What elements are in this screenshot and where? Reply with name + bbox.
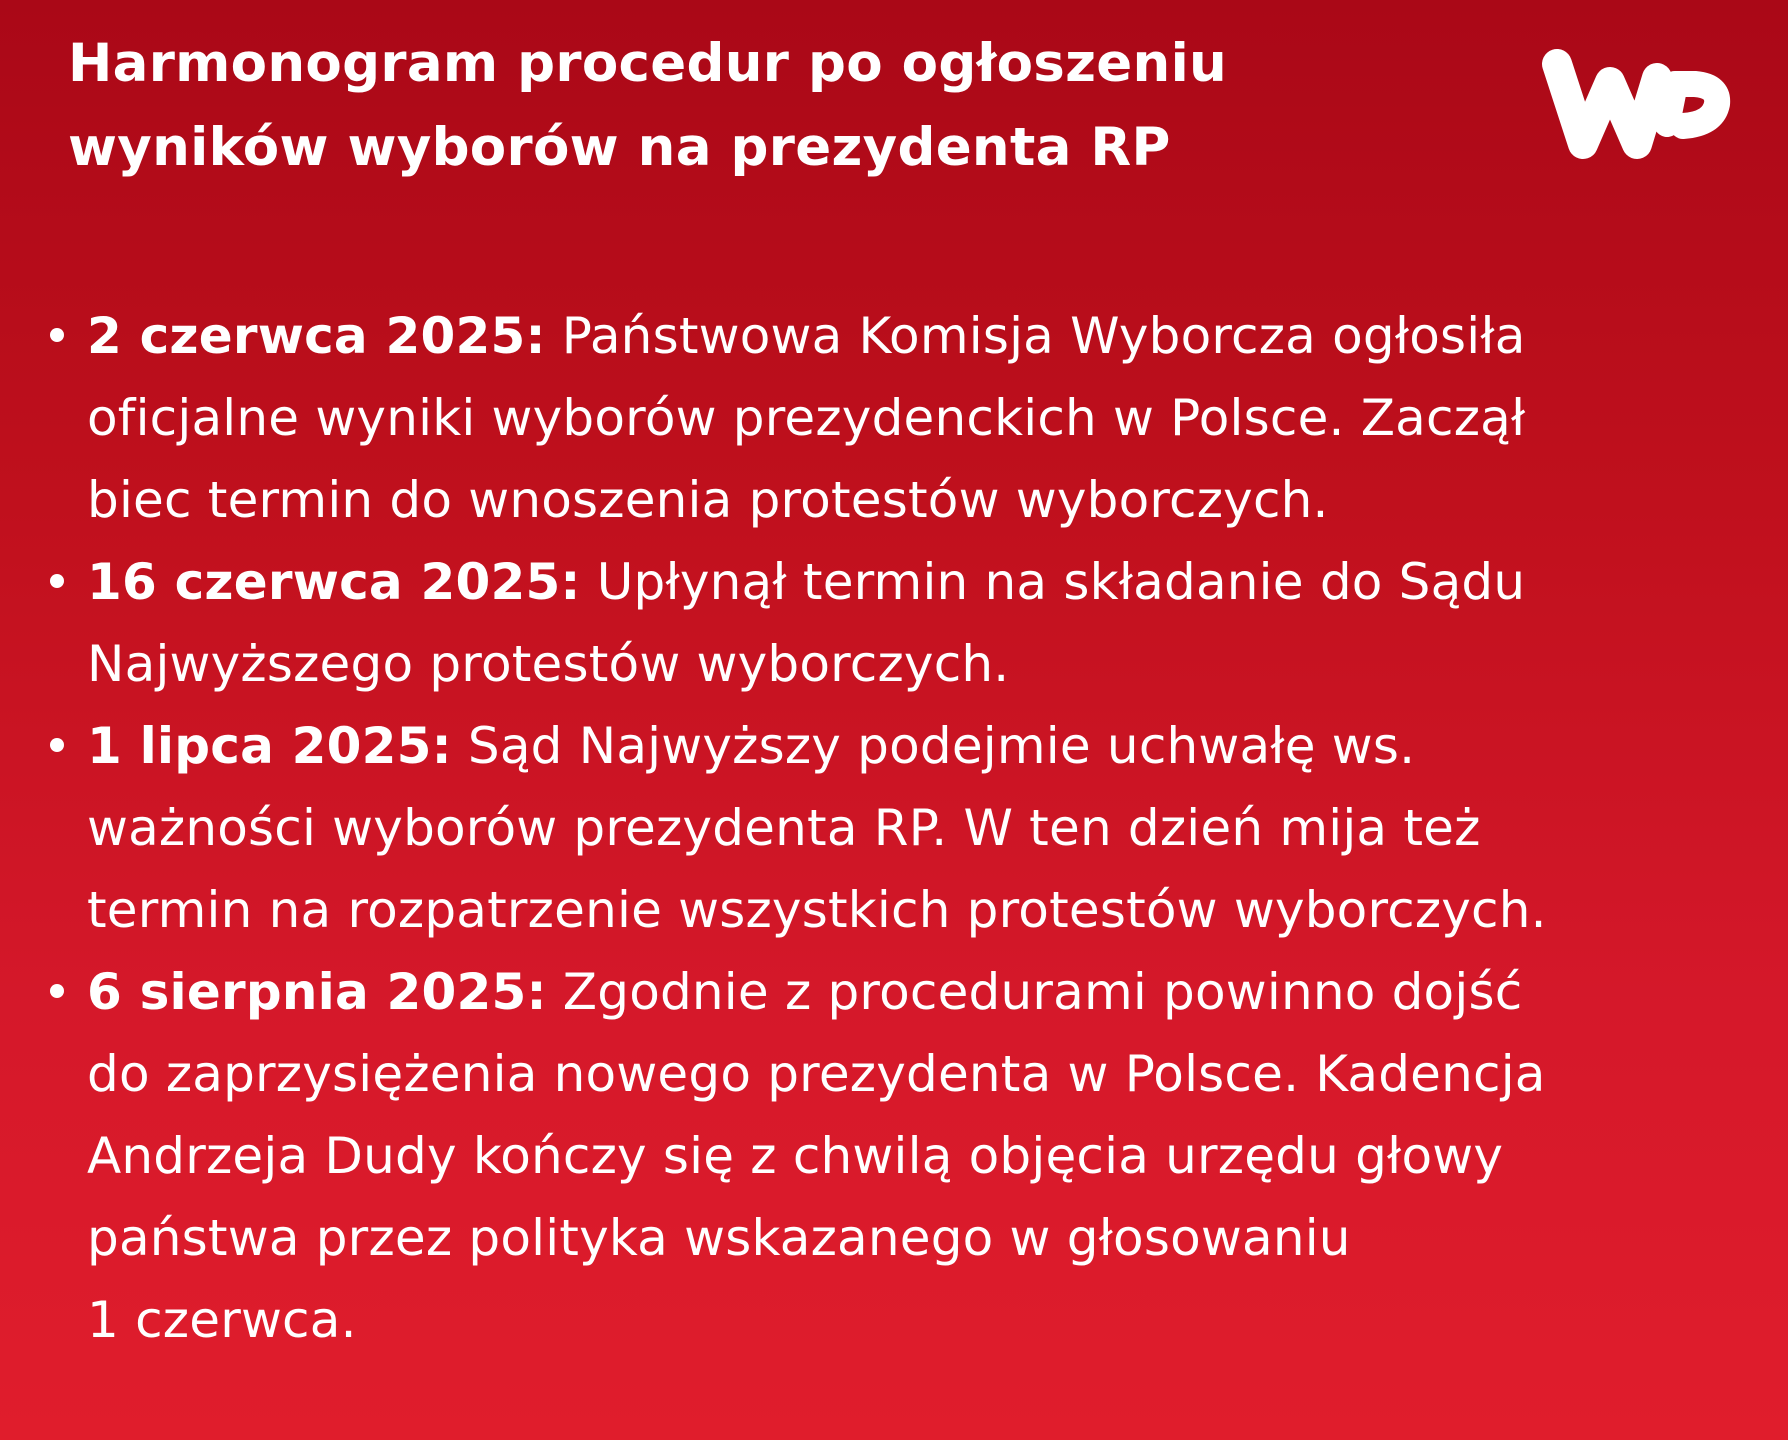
schedule-item-line: Najwyższego protestów wyborczych. bbox=[87, 635, 1010, 693]
schedule-item-text: Sąd Najwyższy podejmie uchwałę ws. bbox=[451, 717, 1416, 775]
schedule-item bbox=[40, 951, 1760, 1361]
schedule-item-line: Andrzeja Dudy kończy się z chwilą objęcia urzędu głowy bbox=[87, 1127, 1504, 1185]
schedule-item-line bbox=[87, 951, 1760, 1033]
bullet-icon bbox=[50, 574, 64, 588]
schedule-list bbox=[40, 295, 1760, 1361]
schedule-item bbox=[40, 705, 1760, 951]
schedule-item-line: 1 czerwca. bbox=[87, 1291, 357, 1349]
wp-logo bbox=[1535, 38, 1740, 173]
bullet-icon bbox=[50, 984, 64, 998]
schedule-item-text: Państwowa Komisja Wyborcza ogłosiła bbox=[545, 307, 1526, 365]
schedule-item-text: Upłynął termin na składanie do Sądu bbox=[580, 553, 1526, 611]
page-title-line-1: Harmonogram procedur po ogłoszeniu bbox=[68, 33, 1228, 94]
bullet-icon bbox=[50, 328, 64, 342]
schedule-item-line: do zaprzysiężenia nowego prezydenta w Polsce. Kadencja bbox=[87, 1045, 1546, 1103]
schedule-item-line: ważności wyborów prezydenta RP. W ten dzień mija też bbox=[87, 799, 1481, 857]
schedule-item-line: państwa przez polityka wskazanego w głosowaniu bbox=[87, 1209, 1351, 1267]
schedule-item-text: Zgodnie z procedurami powinno dojść bbox=[546, 963, 1523, 1021]
schedule-item-line bbox=[87, 541, 1760, 623]
schedule-item-line: biec termin do wnoszenia protestów wyborczych. bbox=[87, 471, 1329, 529]
schedule-item-date: 1 lipca 2025: bbox=[87, 717, 452, 775]
schedule-item-date: 16 czerwca 2025: bbox=[87, 553, 581, 611]
schedule-item bbox=[40, 295, 1760, 541]
schedule-item-line: termin na rozpatrzenie wszystkich protestów wyborczych. bbox=[87, 881, 1547, 939]
page-title bbox=[68, 22, 1398, 190]
schedule-item bbox=[40, 541, 1760, 705]
schedule-item-line bbox=[87, 705, 1760, 787]
schedule-item-line: oficjalne wyniki wyborów prezydenckich w Polsce. Zaczął bbox=[87, 389, 1526, 447]
schedule-item-date: 6 sierpnia 2025: bbox=[87, 963, 547, 1021]
page-title-line-2: wyników wyborów na prezydenta RP bbox=[68, 117, 1171, 178]
bullet-icon bbox=[50, 738, 64, 752]
schedule-item-line bbox=[87, 295, 1760, 377]
schedule-item-date: 2 czerwca 2025: bbox=[87, 307, 546, 365]
